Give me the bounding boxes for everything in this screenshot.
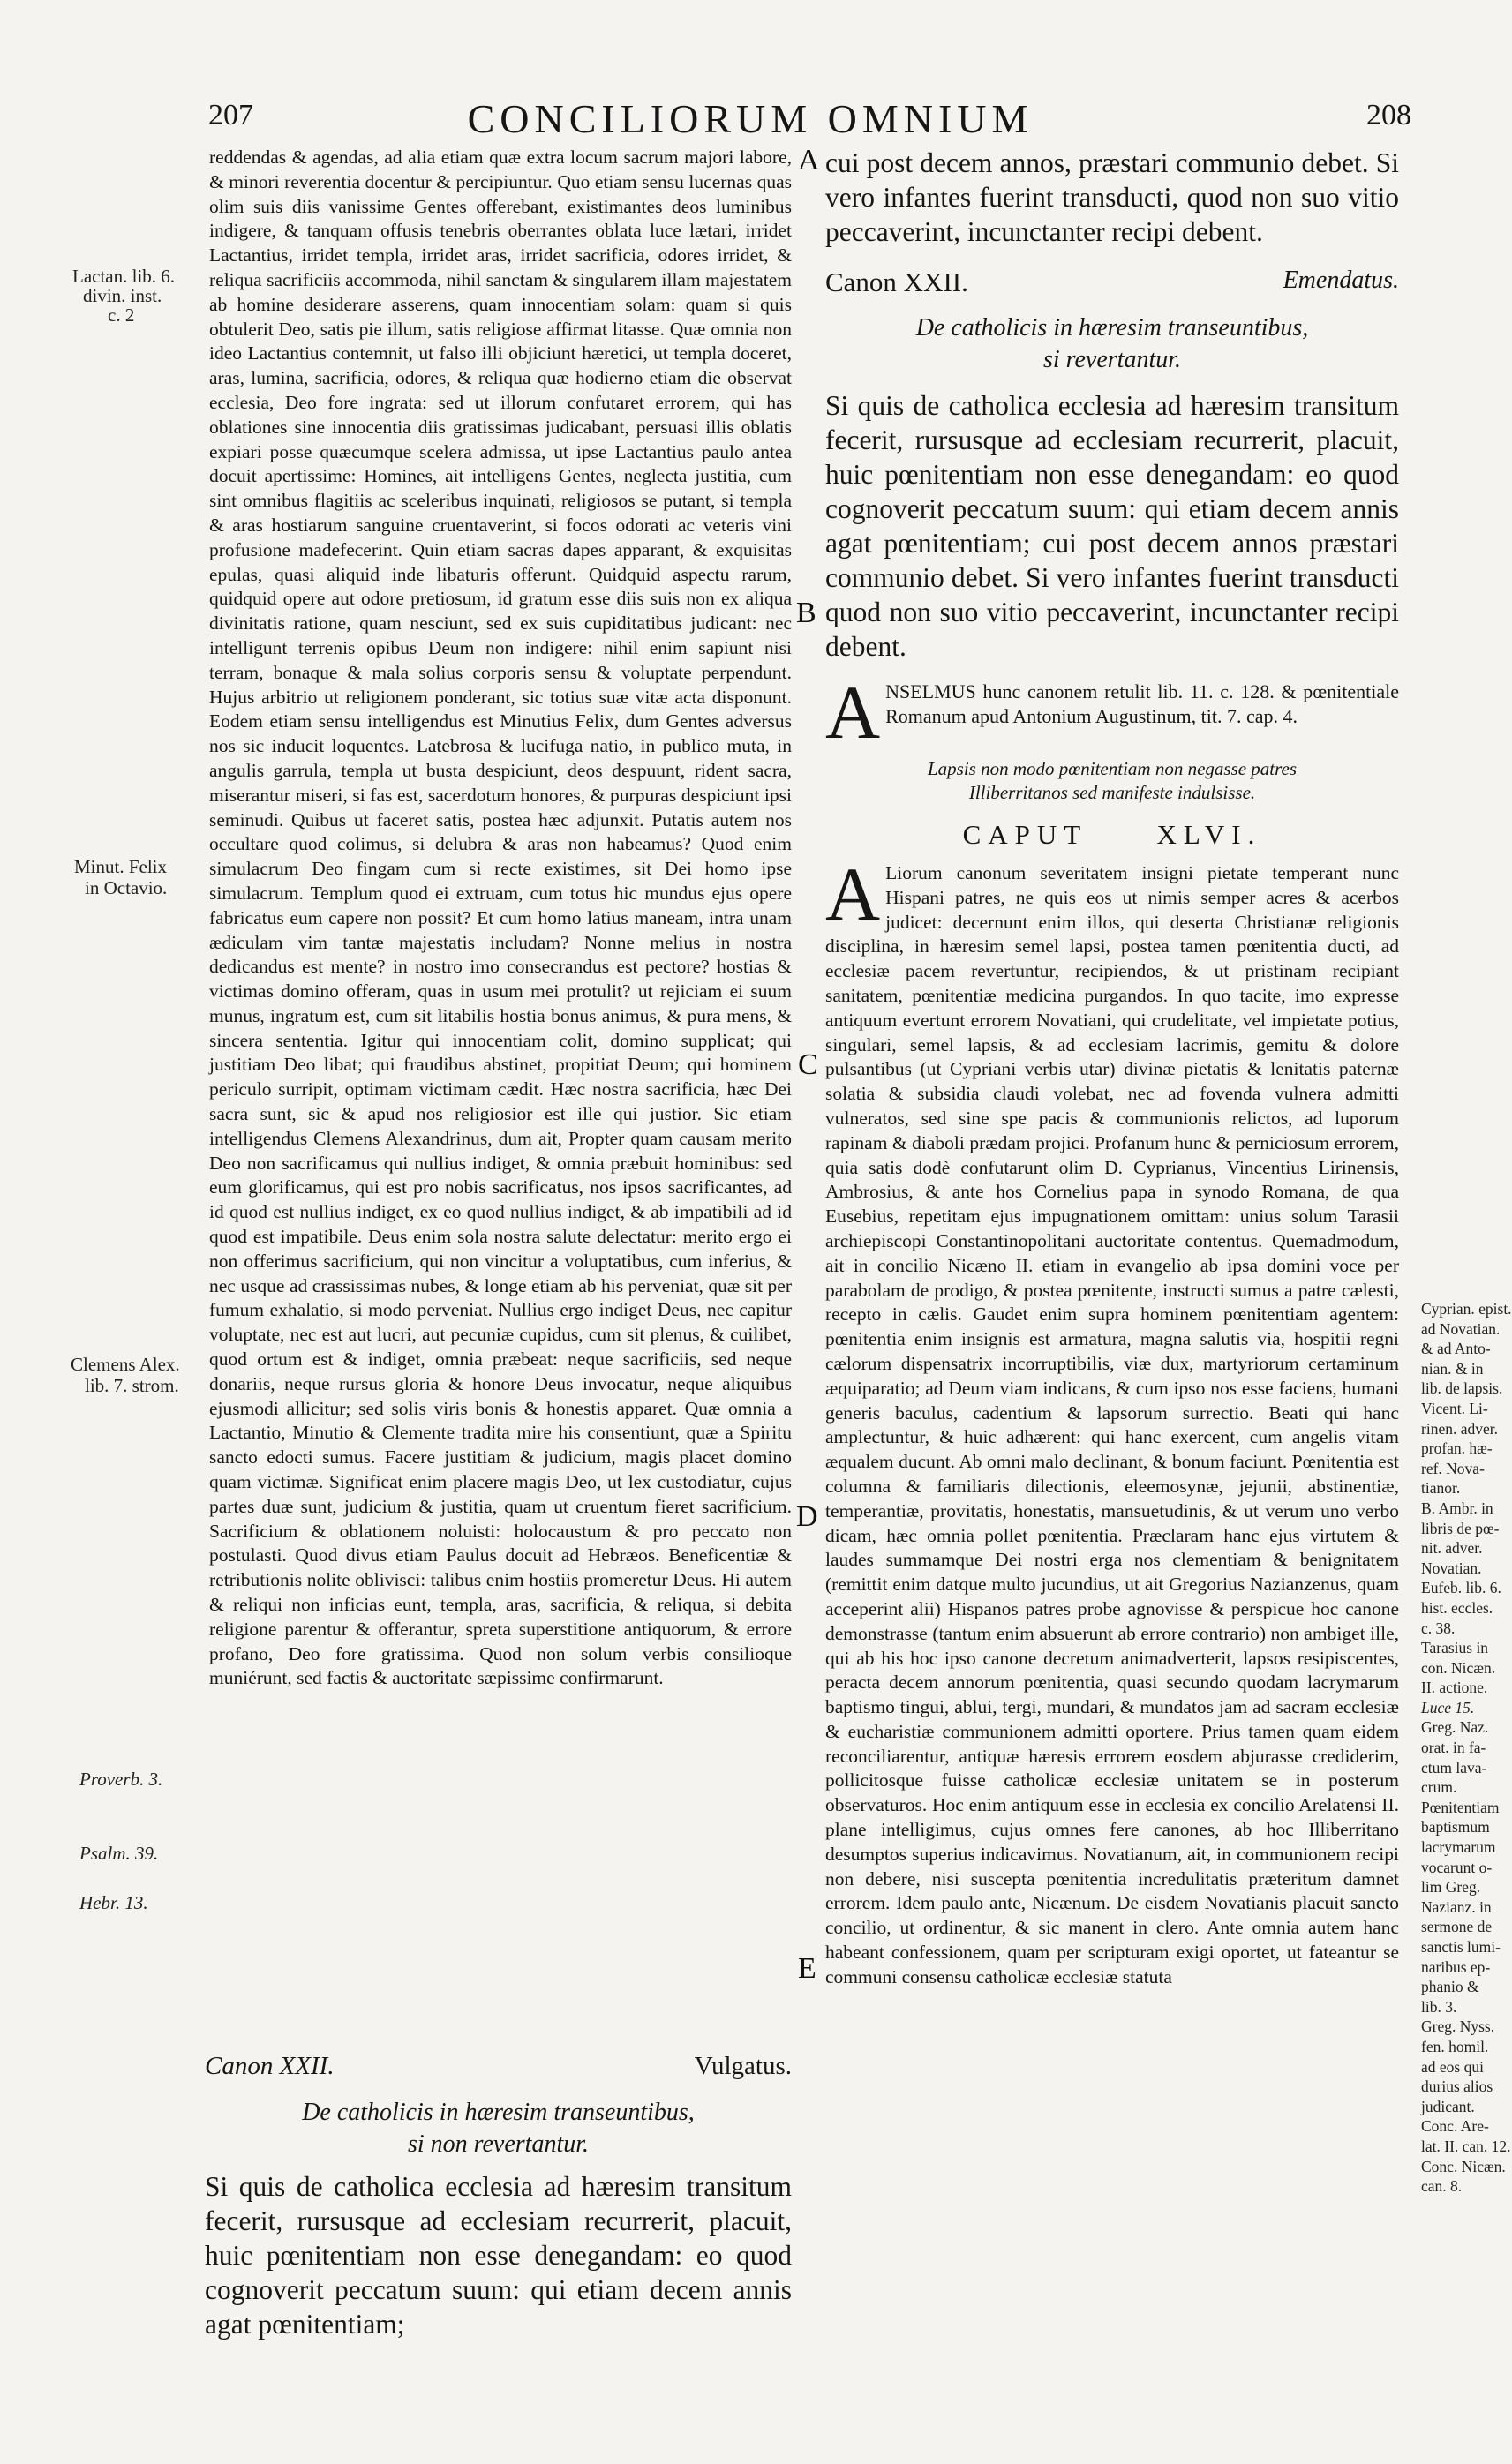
margin-note-lactantius-3: c. 2 <box>108 304 135 326</box>
margin-note-lactantius-2: divin. inst. <box>83 285 162 306</box>
lapsis-heading-1: Lapsis non modo pœnitentiam non negasse patres <box>927 758 1298 779</box>
running-head <box>0 96 1501 152</box>
margin-note-clemens-2: lib. 7. strom. <box>85 1375 179 1396</box>
right-column <box>825 146 1399 1990</box>
right-margin-note: durius alios <box>1421 2077 1493 2096</box>
right-margin-note: Eufeb. lib. 6. <box>1421 1579 1501 1597</box>
caput-text: Liorum canonum severitatem insigni pietate temperant nunc Hispani patres, ne quis eos ut nimis semper acres & acerbos judicet: decernunt enim illos, qui deserta Christianæ religionis disciplina, in hæresim semel lapsi, postea tamen pœnitentia ducti, ad ecclesiæ pacem revertuntur, recipiendos, & ut pristinam recipiant sanitatem, pœnitentiæ medicina purgandos. In quo tacite, imo expresse antiquum evertunt errorem Novatiani, qui crudelitate, vel impietate potius, singulari, semel lapsis, & ad ecclesiam lacrimis, gemitu & dolore pulsantibus (ut Cypriani verbis utar) divinæ pietatis & lenitatis paternæ solatia & subsidia claudi volebat, nec ad fovenda vulnera admitti vulneratos, sed sine spe pacis & communionis relictos, ad luporum rapinam & diaboli prædam projici. Profanum hunc & perniciosum errorem, quia satis dodè confutarunt olim D. Cyprianus, Vincentius Lirinensis, Ambrosius, & ante hos Cornelius papa in synodo Romana, de qua Eusebius, repetitam ejus impugnationem omittam: unius solum Tarasii archiepiscopi Constantinopolitani auctoritate contentus. Quemadmodum, ait in concilio Nicæno II. etiam in evangelio ab ipsa domini voce per parabolam de prodigo, & postea pœnitente, instructi sumus a patre cælesti, recepto in cælis. Gaudet enim supra hominem pœnitentiam agentem: pœnitentia enim insignis est armatura, magna salutis via, hospitii regni cælorum dispensatrix incorruptibilis, viæ dux, martyriorum certaminum æquiparatio; ad Deum viam indicans, & cum ipso nos esse faciens, humani generis baculus, cadentium & lapsorum surrectio. Beati qui hanc amplectuntur, & huic adhærent: qui hanc exercent, cum angelis vitam æqualem ducunt. Ab omni malo declinant, & bonum faciunt. Pœnitentia est columna & familiaris dilectionis, eleemosynæ, jejunii, abstinentiæ, temperantiæ, provitatis, honestatis, mansuetudinis, & ut verum uno verbo dicam, hæc omnia pollet pœnitentia. Præclaram hanc ejus virtutem & laudes summamque Dei nostri erga nos clementiam & benignitatem (remittit enim datque multo jucundius, ut ait Gregorius Nazianzenus, quam acceperint alii) Hispanos patres probe agnovisse & perspicue hoc canone demonstrasse (tantum enim absuerunt ab errore contrario) non ambiget ille, qui ab his hoc ipso canone decretum animadverterit, lapsos resipiscentes, peracta decem annorum pœnitentia, quasi secundo quodam lacrymarum baptismo tingui, ablui, tergi, mundari, & mundatos jam ad sacram ecclesiæ & eucharistiæ communionem admitti oportere. Prius tamen quam eidem reconciliarentur, antiquæ hæresis errorem eosdem abjurasse crediderim, pollicitosque fuisse catholicæ ecclesiæ unitatem se in posterum observaturos. Hoc enim antiquum esse in ecclesia ex concilio Arelatensi II. plane intelligimus, cujus omnes fere canones, ab hoc Illiberritano desumptos superius indicavimus. Novatianum, ait, in communionem recipi non debere, nisi suscepta pœnitentia incredulitatis præteritum damnet errorem. Idem paulo ante, Nicænum. De eisdem Novatianis placuit sancto concilio, ut ordinentur, & sic manent in clero. Ante omnia autem hanc habeant confessionem, quam per scripturam exigi oportet, ut fateantur se communi consensu catholicæ ecclesiæ statuta <box>825 862 1399 1987</box>
right-margin-note: sanctis lumi- <box>1421 1938 1501 1956</box>
right-canon-header <box>825 267 1399 298</box>
margin-note-lactantius-1: Lactan. lib. 6. <box>72 266 176 287</box>
anselmus-initial: A <box>825 670 881 755</box>
margin-note-hebr: Hebr. 13. <box>79 1892 148 1913</box>
right-margin-notes <box>1421 1299 1512 2197</box>
left-canon-block <box>205 2052 792 2341</box>
right-margin-note: tianor. <box>1421 1479 1461 1498</box>
right-margin-note: c. 38. <box>1421 1619 1456 1637</box>
margin-note-minutius-2: in Octavio. <box>85 877 168 898</box>
section-letter-e: E <box>798 1952 816 1985</box>
margin-note-clemens-1: Clemens Alex. <box>71 1354 180 1375</box>
page-title: CONCILIORUM OMNIUM <box>467 96 1034 141</box>
left-body-text: reddendas & agendas, ad alia etiam quæ extra locum sacrum majori labore, & minori reverentia docentur & percipiuntur. Quo etiam sensu lucernas quas olim suis diis vanissime Gentes offerebant, existimantes deos luminibus indigere, & tanquam offusis tenebris oberrantes oblata luce lætari, irridet Lactantius, irridet templa, irridet aras, irridet sacrificia, odores irridet, & reliqua sacrificiis accommoda, nihil sanctam & singularem illam majestatem ab homine desiderare asserens, quam innocentiam solam: quam si quis obtulerit Deo, satis pie illum, satis religiose affirmat litasse. Quæ omnia non ideo Lactantius contemnit, ut falso illi objiciunt hæretici, ut templa doceret, aras, lumina, sacrificia, odores, & reliqua quæ hodierno etiam die observat ecclesia, Deo fore ingrata: sed ut illorum confutaret errorem, qui has oblationes sine innocentia diis gratissimas judicabant, persuasi illis oblatis expiari posse quæcumque scelera admissa, ut ipse Lactantius paulo antea docuit apertissime: Homines, ait intelligens Gentes, neglecta justitia, cum sint omnibus flagitiis ac sceleribus inquinati, religiosos se putant, si templa & aras hostiarum sanguine cruentaverint, si focos odorati ac veteris vini profusione madefecerint. Quin etiam sacras dapes apparant, & exquisitas epulas, quasi aliquid inde libaturis offerunt. Quidquid aspectu rarum, quidquid opere aut odore pretiosum, id gratum esse diis suis non ex aliqua divinitatis ratione, quam nesciunt, sed ex suis cupiditatibus judicant: nec intelligunt terrenis opibus Deum non indigere: nihil enim sapiunt nisi terram, bonaque & mala solius corporis sensu & voluptate perpendunt. Hujus arbitrio ut religionem ponderant, sic totius suæ vitæ acta disponunt. Eodem etiam sensu intelligendus est Minutius Felix, dum Gentes adversus nos sic inducit loquentes. Latebrosa & lucifuga natio, in publico muta, in angulis garrula, templa ut busta despiciunt, deos despuunt, rident sacra, miserantur miseri, si fas est, sacerdotum honores, & purpuras despiciunt ipsi seminudi. Quibus ut faceret satis, postea hæc adjunxit. Putatis autem nos occultare quod colimus, si delubra & aras non habeamus? Quod enim simulacrum Deo fingam cum si recte existimes, sit Dei homo ipse simulacrum. Templum quod ei extruam, cum totus hic mundus ejus opere fabricatus eum capere non possit? Et cum homo latius maneam, intra unam ædiculam vim tantæ majestatis includam? Nonne melius in nostra dedicandus est mente? in nostro imo consecrandus est pectore? hostias & victimas domino offeram, quas in usum mei protulit? ut rejiciam ei suum munus, ingratum est, cum sit litabilis hostia bonus animus, & pura mens, & sincera sententia. Igitur qui innocentiam colit, domino supplicat; qui justitiam Deo libat; qui fraudibus abstinet, propitiat Deum; qui hominem periculo surripit, optimam victimam cædit. Hæc nostra sacrificia, hæc Dei sacra sunt, sic & apud nos religiosior est ille qui justior. Sic etiam intelligendus Clemens Alexandrinus, dum ait, Propter quam causam merito Deo non sacrificamus qui nullius indiget, & omnia præbuit hominibus: sed eum glorificamus, qui est pro nobis sacrificatus, nos ipsos sacrificantes, ad id quod est nullius indiget, ex eo quod nullius indiget, & ab impatibili ad id quod est impatibile. Deus enim sola nostra salute delectatur: merito ergo ei non offerimus sacrificium, qui non vincitur a voluptatibus, cum inferius, & nec usque ad crassissimas nubes, & longe etiam ab his perveniat, quæ sit per fumum exhalatio, si modo perveniat. Nullius ergo indiget Deus, nec capitur voluptate, nec est aut lucri, aut pecuniæ cupidus, cum sit plenus, & cuilibet, quod ortum est & indiget, omnia præbeat: neque sacrificiis, sed neque donariis, neque rursus gloria & honore Deus invocatur, neque aliquibus ejusmodi allicitur; sed solis viris bonis & honestis apparet. Quæ omnia a Lactantio, Minutio & Clemente tradita mire his consentiunt, quæ a Spiritu sancto edocti sumus. Facere justitiam & judicium, magis placet domino quam victimæ. Significat enim placere magis Deo, ut lex custodiatur, cujus partes duæ sunt, judicium & justitia, quam ut cruentum fieret sacrificium. Sacrificium & oblationem noluisti: holocaustum & pro peccato non postulasti. Quod divus etiam Paulus docuit ad Hebræos. Beneficentiæ & retributionis nolite oblivisci: talibus enim hostiis promeretur Deus. Hi autem & reliqui non inficias eunt, templa, aras, sacrificia, & reliqua, si debita religione parentur & offerantur, spreta superstitione antiquorum, & errore profano, Deo fore gratissima. Quod non solum verbis consilioque muniérunt, sed factis & auctoritate sæpissime confirmarunt. <box>209 146 792 1689</box>
left-canon-text: Si quis de catholica ecclesia ad hæresim transitum fecerit, rursusque ad ecclesiam recurrerit, placuit, huic pœnitentiam non esse denegandam: eo quod cognoverit peccatum suum: qui etiam decem annis agat pœnitentiam; <box>205 2171 792 2340</box>
left-page-number: 207 <box>208 99 253 131</box>
anselmus-note <box>825 670 1399 755</box>
right-margin-note: profan. hæ- <box>1421 1439 1493 1458</box>
right-margin-note: Cyprian. epist. <box>1421 1300 1512 1318</box>
right-canon-label: Canon XXII. <box>825 267 968 297</box>
right-margin-note: naribus ep- <box>1421 1957 1491 1976</box>
right-margin-note: fen. homil. <box>1421 2037 1489 2055</box>
right-margin-note: lacrymarum <box>1421 1838 1496 1857</box>
right-margin-note: Greg. Naz. <box>1421 1718 1489 1737</box>
caput-initial: A <box>825 852 881 936</box>
right-margin-note: phanio & <box>1421 1978 1479 1996</box>
right-margin-note: libris de pœ- <box>1421 1519 1500 1537</box>
right-margin-note: vocarunt o- <box>1421 1858 1493 1876</box>
right-margin-note: Tarasius in <box>1421 1639 1489 1657</box>
anselmus-text: NSELMUS hunc canonem retulit lib. 11. c. 128. & pœnitentiale Romanum apud Antonium Augustinum, tit. 7. cap. 4. <box>885 680 1399 727</box>
right-margin-note: baptismum <box>1421 1818 1490 1837</box>
right-canon-title-2: si revertantur. <box>1042 346 1182 373</box>
right-margin-note: II. actione. <box>1421 1679 1488 1697</box>
margin-note-minutius-1: Minut. Felix <box>74 856 168 877</box>
right-margin-note: can. 8. <box>1421 2177 1463 2196</box>
right-margin-note: Vicent. Li- <box>1421 1399 1488 1417</box>
right-margin-note: & ad Anto- <box>1421 1340 1491 1358</box>
right-margin-note: nian. & in <box>1421 1359 1484 1378</box>
right-margin-note: orat. in fa- <box>1421 1739 1486 1757</box>
right-margin-note: Pœnitentiam <box>1421 1798 1500 1816</box>
right-margin-note: Conc. Are- <box>1421 2117 1489 2136</box>
right-margin-note: Nazianz. in <box>1421 1897 1492 1916</box>
caput-body-text <box>825 852 1399 1990</box>
caput-heading <box>825 819 1399 851</box>
right-margin-note: rinen. adver. <box>1421 1419 1498 1438</box>
right-margin-note: ctum lava- <box>1421 1758 1487 1777</box>
right-canon-text: Si quis de catholica ecclesia ad hæresim transitum fecerit, rursusque ad ecclesiam recurrerit, placuit, huic pœnitentiam non esse denegandam: eo quod cognoverit peccatum suum: qui etiam decem annis agat pœnitentiam; cui post decem annos præstari communio debet. Si vero infantes fuerint transducti quod non suo vitio peccaverint, incunctanter recipi debent. <box>825 390 1399 662</box>
caput-label: CAPUT <box>962 819 1087 850</box>
right-margin-note: Greg. Nyss. <box>1421 2017 1495 2036</box>
right-canon-tag: Emendatus. <box>1283 267 1399 294</box>
right-margin-note: Conc. Nicæn. <box>1421 2157 1506 2175</box>
margin-note-proverb: Proverb. 3. <box>79 1769 163 1790</box>
right-margin-note: ref. Nova- <box>1421 1459 1485 1477</box>
lapsis-heading-2: Illiberritanos sed manifeste indulsisse. <box>968 782 1256 803</box>
margin-note-psalm: Psalm. 39. <box>79 1843 159 1864</box>
right-top-text: cui post decem annos, præstari communio debet. Si vero infantes fuerint transducti, quod non suo vitio peccaverint, incunctanter recipi debent. <box>825 147 1399 247</box>
left-canon-title-1: De catholicis in hæresim transeuntibus, <box>302 2099 695 2126</box>
right-margin-note: B. Ambr. in <box>1421 1499 1493 1517</box>
right-margin-note: Novatian. <box>1421 1559 1482 1577</box>
caput-number: XLVI. <box>1156 819 1262 850</box>
section-letter-c: C <box>798 1048 818 1081</box>
left-canon-tag: Vulgatus. <box>694 2052 792 2080</box>
left-canon-header <box>205 2052 792 2081</box>
right-margin-note: nit. adver. <box>1421 1539 1483 1558</box>
right-margin-note: hist. eccles. <box>1421 1598 1493 1617</box>
right-margin-note: sermone de <box>1421 1918 1493 1936</box>
section-letter-b: B <box>796 597 816 629</box>
section-letter-a: A <box>798 144 820 177</box>
right-margin-note: Luce 15. <box>1421 1698 1475 1717</box>
right-margin-note: ad Novatian. <box>1421 1319 1501 1338</box>
right-margin-note: con. Nicæn. <box>1421 1658 1496 1677</box>
right-margin-note: lim Greg. <box>1421 1878 1481 1897</box>
right-margin-note: judicant. <box>1421 2097 1475 2115</box>
right-margin-note: lib. 3. <box>1421 1997 1457 2016</box>
right-margin-note: lat. II. can. 12. <box>1421 2137 1511 2155</box>
left-canon-label: Canon XXII. <box>205 2052 335 2080</box>
left-column <box>209 146 792 1691</box>
section-letter-d: D <box>796 1500 818 1533</box>
right-page-number: 208 <box>1366 99 1411 131</box>
right-margin-note: crum. <box>1421 1778 1457 1797</box>
right-margin-note: lib. de lapsis. <box>1421 1379 1503 1398</box>
left-canon-title-2: si non revertantur. <box>407 2130 590 2158</box>
right-margin-note: ad eos qui <box>1421 2057 1484 2076</box>
right-canon-title-1: De catholicis in hæresim transeuntibus, <box>915 314 1309 342</box>
